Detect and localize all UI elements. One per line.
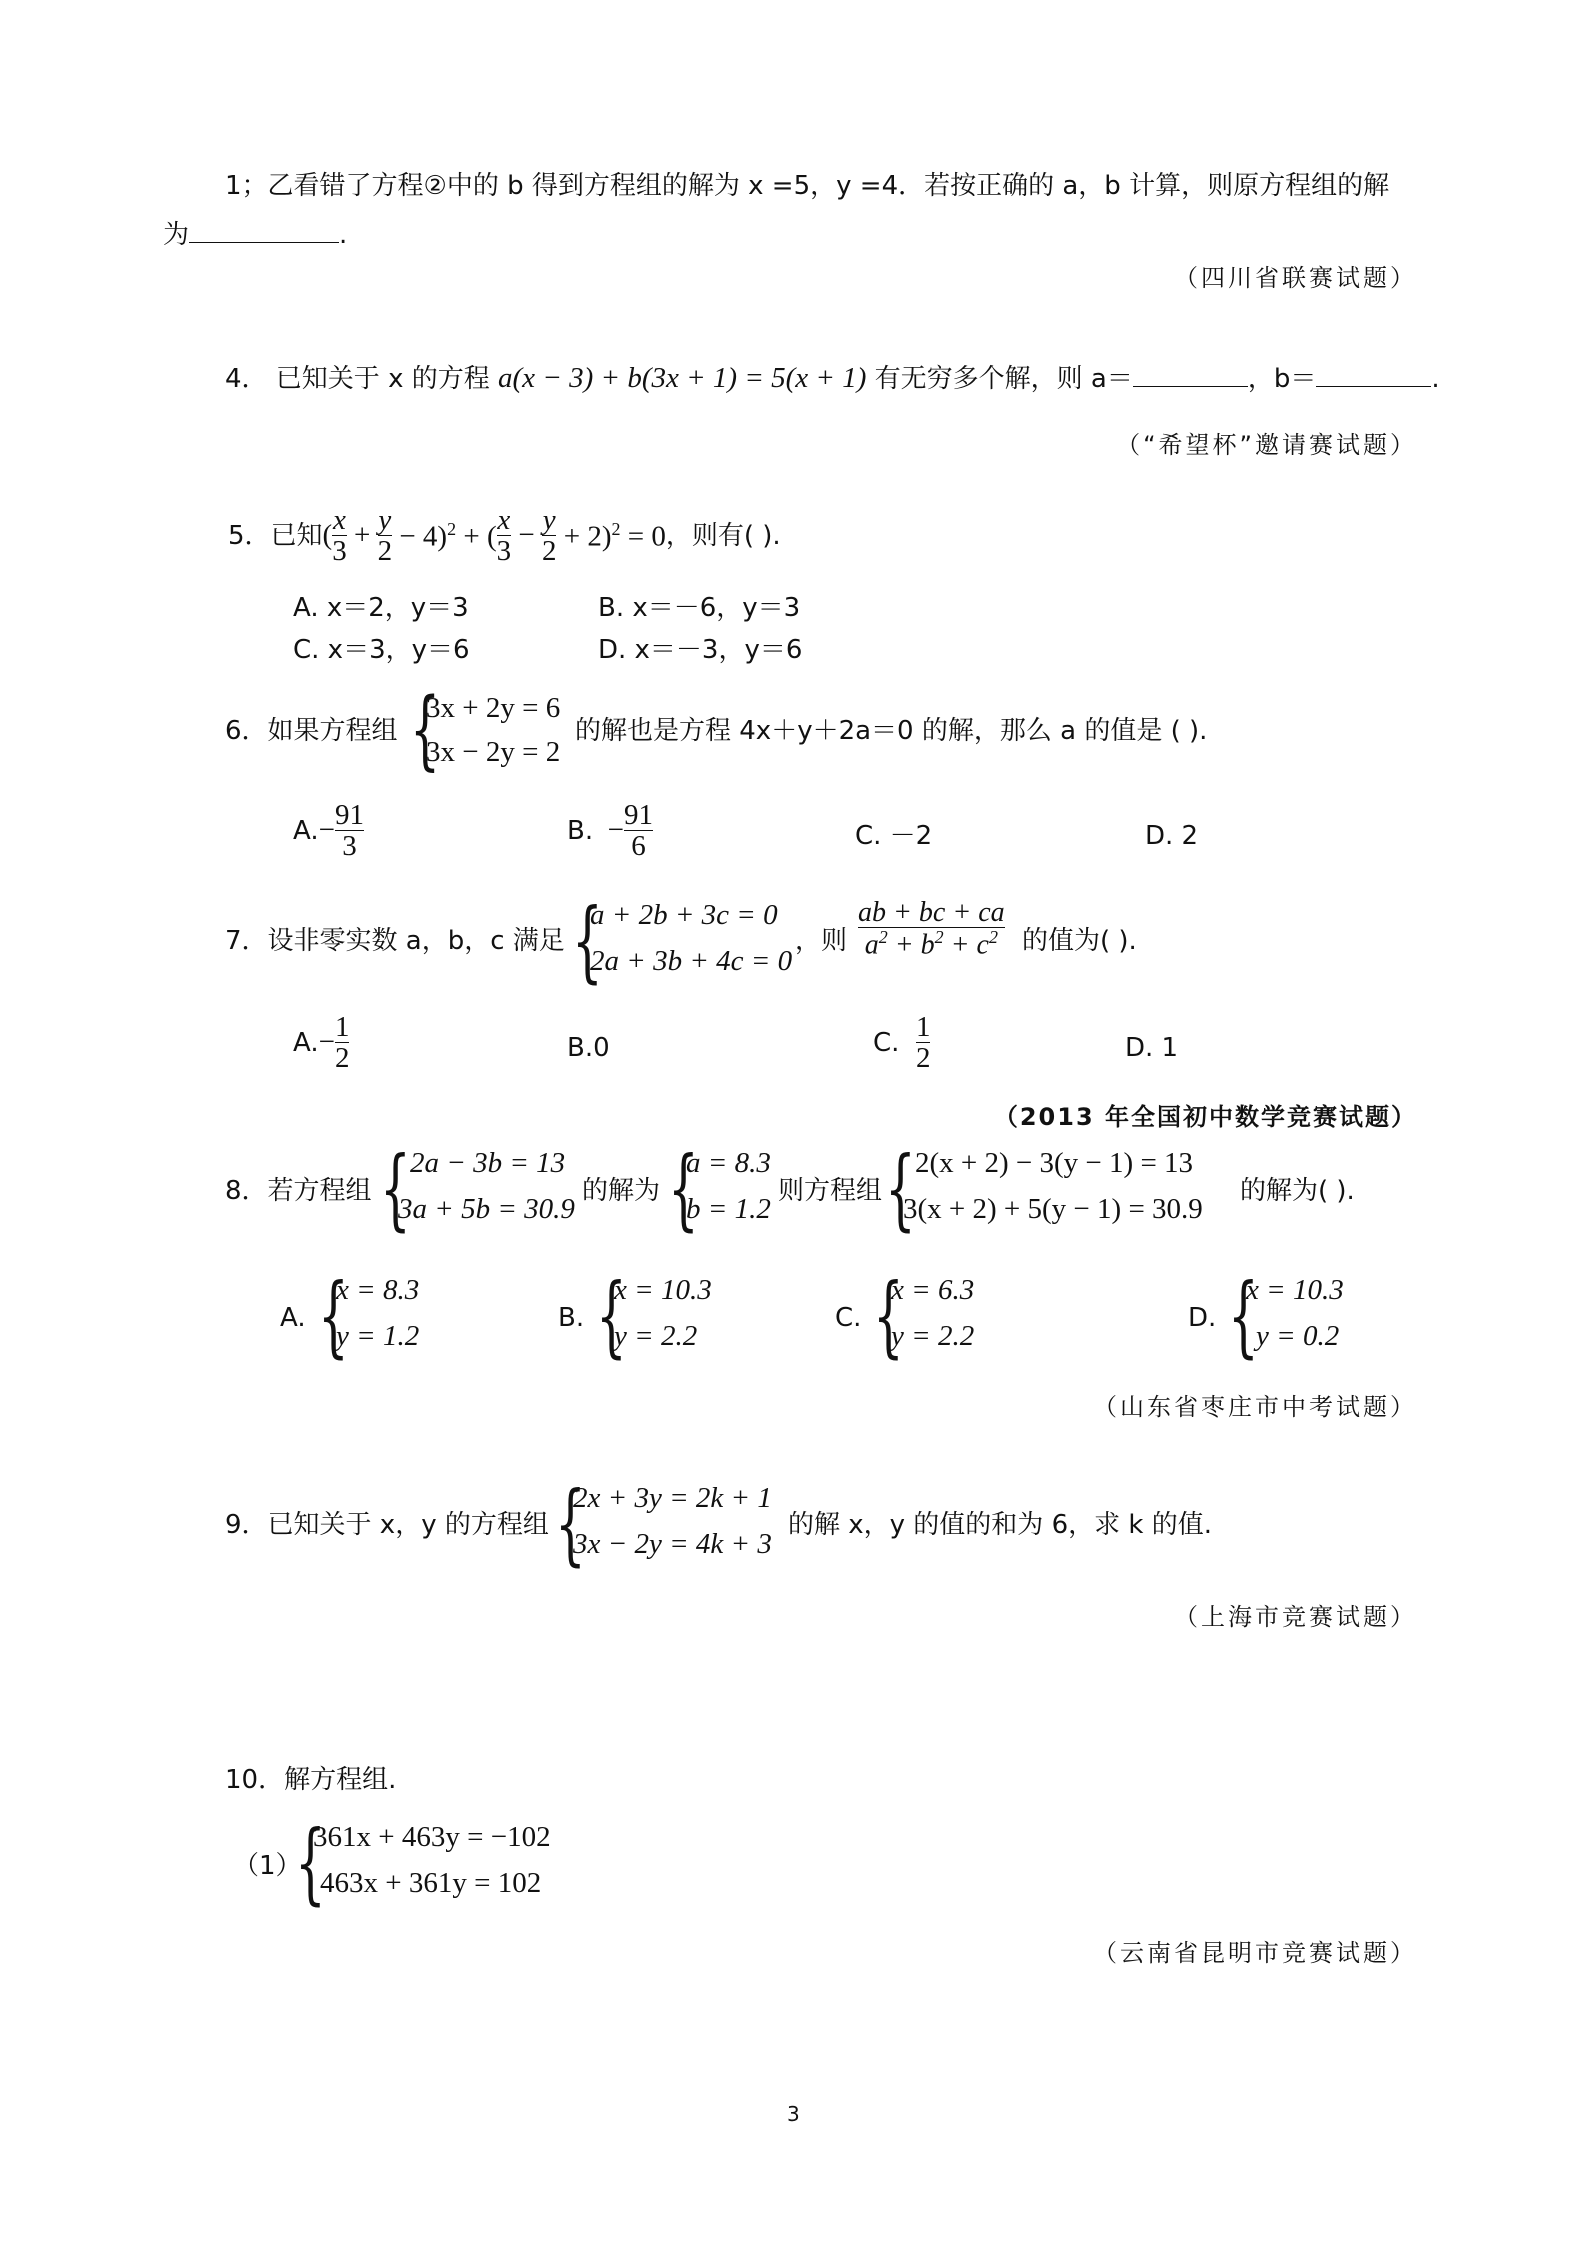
q8-eq1: 2a − 3b = 13 xyxy=(410,1147,566,1179)
q7-suffix: 的值为( ). xyxy=(1022,926,1137,956)
q9-suffix: 的解 x，y 的值的和为 6，求 k 的值. xyxy=(788,1510,1212,1540)
q8-prefix: 8．若方程组 xyxy=(225,1176,372,1206)
q10-label: （1） xyxy=(233,1851,302,1881)
q10-eq1: 361x + 463y = −102 xyxy=(313,1821,551,1853)
q6-brace: { xyxy=(410,680,441,780)
q8-brace-2: { xyxy=(668,1137,699,1240)
q4-b-label: ，b＝ xyxy=(1247,364,1317,394)
q8-eq4: 3(x + 2) + 5(y − 1) = 30.9 xyxy=(903,1193,1203,1225)
q8-sol2: b = 1.2 xyxy=(686,1193,771,1225)
q6-option-b-frac: $\frac{91}{6}$ xyxy=(623,799,653,863)
q8-option-a-brace: { xyxy=(318,1264,349,1367)
q1-answer-blank[interactable] xyxy=(189,218,339,243)
q8-option-b-label[interactable]: B. xyxy=(558,1303,585,1333)
q10-title: 10．解方程组. xyxy=(225,1765,397,1795)
q7-brace: { xyxy=(572,889,603,992)
q6-option-d[interactable]: D. 2 xyxy=(1145,821,1199,851)
q8-source: （山东省枣庄市中考试题） xyxy=(1093,1393,1417,1421)
q6-eq1: 3x + 2y = 6 xyxy=(426,692,561,724)
q8-option-b-x: x = 10.3 xyxy=(614,1274,712,1306)
q8-brace-3: { xyxy=(885,1137,916,1240)
q6-option-a-label: A. xyxy=(293,815,319,846)
q8-option-a[interactable] xyxy=(318,1264,458,1367)
q9-prefix: 9．已知关于 x，y 的方程组 xyxy=(225,1510,549,1540)
q7-frac-num: ab + bc + ca xyxy=(858,897,1005,928)
q8-option-d-brace: { xyxy=(1228,1264,1259,1367)
q7-option-a-label: A. xyxy=(293,1027,319,1058)
q4-middle: 有无穷多个解，则 a＝ xyxy=(874,364,1133,394)
q9-brace: { xyxy=(555,1472,586,1575)
q4-equation: a(x − 3) + b(3x + 1) = 5(x + 1) xyxy=(498,362,867,394)
q8-system-2 xyxy=(885,1137,1235,1240)
q4-b-blank[interactable] xyxy=(1316,362,1431,387)
page-number: 3 xyxy=(787,2102,800,2126)
q7-option-c[interactable] xyxy=(873,1012,930,1074)
q8-option-b-y: y = 2.2 xyxy=(614,1320,698,1352)
q7-source: （2013 年全国初中数学竞赛试题） xyxy=(993,1103,1417,1131)
q8-option-b[interactable] xyxy=(596,1264,746,1367)
q7-option-d[interactable]: D. 1 xyxy=(1125,1033,1179,1063)
q6-eq2: 3x − 2y = 2 xyxy=(426,736,561,768)
q6-option-b-label: B. xyxy=(567,815,594,846)
q8-option-c-y: y = 2.2 xyxy=(891,1320,975,1352)
q1-line1: 1；乙看错了方程②中的 b 得到方程组的解为 x =5，y =4．若按正确的 a，b 计算，则原方程组的解 xyxy=(225,171,1390,201)
q4-line xyxy=(225,362,1440,393)
q6-prefix: 6．如果方程组 xyxy=(225,716,398,746)
q9-system xyxy=(555,1472,795,1575)
q8-middle1: 的解为 xyxy=(582,1176,661,1206)
q8-option-a-label[interactable]: A. xyxy=(280,1303,306,1333)
q4-a-blank[interactable] xyxy=(1133,362,1248,387)
q7-prefix: 7．设非零实数 a，b，c 满足 xyxy=(225,926,565,956)
q7-middle: ，则 xyxy=(795,926,848,956)
q7-option-a[interactable]: A. − $\frac{1}{2}$ xyxy=(293,1011,350,1075)
q1-source: （四川省联赛试题） xyxy=(1174,264,1417,292)
q8-option-d-label[interactable]: D. xyxy=(1188,1303,1217,1333)
q8-solution xyxy=(668,1137,788,1240)
q10-source: （云南省昆明市竞赛试题） xyxy=(1093,1939,1417,1967)
q8-option-d-x: x = 10.3 xyxy=(1246,1274,1344,1306)
q8-option-d[interactable] xyxy=(1228,1264,1378,1367)
q10-eq2: 463x + 361y = 102 xyxy=(320,1867,542,1899)
q8-option-c[interactable] xyxy=(873,1264,1013,1367)
q6-option-c[interactable]: C. －2 xyxy=(855,821,933,851)
q8-option-c-brace: { xyxy=(873,1264,904,1367)
q8-middle2: 则方程组 xyxy=(778,1176,883,1206)
q7-option-b[interactable]: B.0 xyxy=(567,1033,610,1063)
q7-system xyxy=(572,889,802,992)
q8-suffix: 的解为( ). xyxy=(1240,1176,1355,1206)
q7-eq1: a + 2b + 3c = 0 xyxy=(590,899,778,931)
q8-brace-1: { xyxy=(380,1137,411,1240)
q7-option-a-frac: $\frac{1}{2}$ xyxy=(334,1011,350,1075)
q4-end: . xyxy=(1431,364,1440,394)
q8-system-1 xyxy=(380,1137,580,1240)
q5-expression: ( xyxy=(322,519,333,552)
q5-frac-y2b: $\frac{y}{2}$ xyxy=(541,504,557,568)
q5-frac-x3b: $\frac{x}{3}$ xyxy=(496,504,512,568)
q5-option-b[interactable]: B. x＝－6，y＝3 xyxy=(598,593,801,623)
q5-frac-x3: $\frac{x}{3}$ xyxy=(332,504,347,568)
q1-line2-suffix: . xyxy=(339,220,348,250)
q6-suffix: 的解也是方程 4x＋y＋2a＝0 的解，那么 a 的值是 ( ). xyxy=(575,716,1208,746)
q9-eq1: 2x + 3y = 2k + 1 xyxy=(573,1482,772,1514)
q7-fraction xyxy=(858,898,1005,960)
q8-option-c-label[interactable]: C. xyxy=(835,1303,862,1333)
q1-line2-prefix: 为 xyxy=(163,220,190,250)
q8-sol1: a = 8.3 xyxy=(686,1147,771,1179)
q6-option-b[interactable]: B. − $\frac{91}{6}$ xyxy=(567,799,653,863)
q7-frac-den: $a^2 + b^2 + c^2$ xyxy=(864,927,998,961)
q8-option-d-y: y = 0.2 xyxy=(1256,1320,1340,1352)
q6-option-a[interactable]: A. − $\frac{91}{3}$ xyxy=(293,799,364,863)
q4-prefix: 4． 已知关于 x 的方程 xyxy=(225,364,490,394)
q5-option-c[interactable]: C. x＝3，y＝6 xyxy=(293,635,470,665)
q8-eq3: 2(x + 2) − 3(y − 1) = 13 xyxy=(915,1147,1194,1179)
q10-system xyxy=(295,1811,595,1914)
q1-line2 xyxy=(163,218,347,248)
q8-option-a-y: y = 1.2 xyxy=(336,1320,420,1352)
q6-option-a-frac: $\frac{91}{3}$ xyxy=(334,799,364,863)
q8-eq2: 3a + 5b = 30.9 xyxy=(398,1193,575,1225)
q4-source: （“希望杯”邀请赛试题） xyxy=(1116,431,1417,459)
q6-system xyxy=(410,680,580,780)
q5-prefix: 5．已知 xyxy=(228,520,323,551)
q5-line: 5．已知 ( $\frac{x}{3}$ + $\frac{y}{2}$ − 4)$^2$ + ( $\frac{x}{3}$ − $\frac{y}{2}$ + 2)$^2$ = 0 ，则有( ). xyxy=(228,504,781,568)
q8-option-a-x: x = 8.3 xyxy=(336,1274,420,1306)
q7-option-c-label: C. xyxy=(873,1027,900,1058)
q9-source: （上海市竞赛试题） xyxy=(1174,1603,1417,1631)
q7-eq2: 2a + 3b + 4c = 0 xyxy=(590,945,793,977)
q5-option-d[interactable]: D. x＝－3，y＝6 xyxy=(598,635,803,665)
q8-option-b-brace: { xyxy=(596,1264,627,1367)
q9-eq2: 3x − 2y = 4k + 3 xyxy=(573,1528,772,1560)
q10-brace: { xyxy=(295,1811,326,1914)
q5-option-a[interactable]: A. x＝2，y＝3 xyxy=(293,593,469,623)
q5-frac-y2: $\frac{y}{2}$ xyxy=(377,504,393,568)
q7-option-c-frac: $\frac{1}{2}$ xyxy=(915,1011,931,1075)
q8-option-c-x: x = 6.3 xyxy=(891,1274,975,1306)
q5-suffix: ，则有( ). xyxy=(665,520,781,551)
